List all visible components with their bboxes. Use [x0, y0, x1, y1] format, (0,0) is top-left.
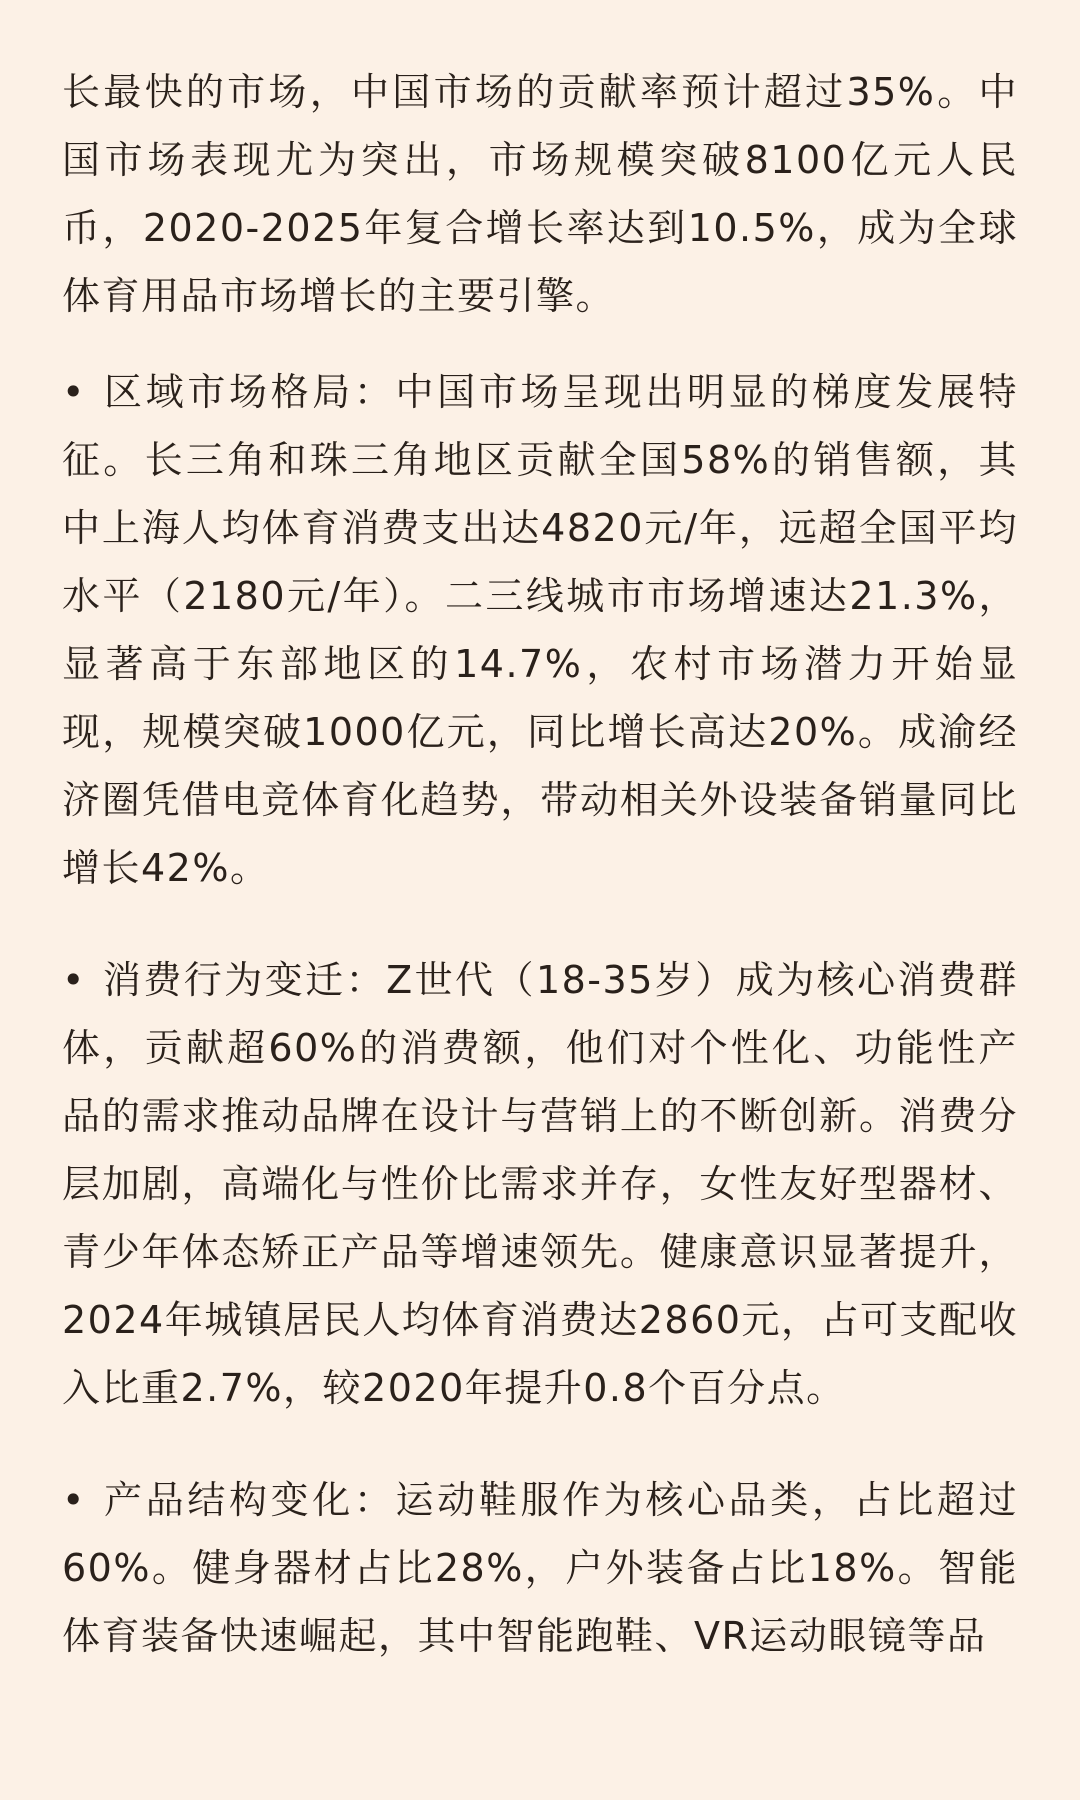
section-text: 产品结构变化：运动鞋服作为核心品类，占比超过60%。健身器材占比28%，户外装备占比18%。智能体育装备快速崛起，其中智能跑鞋、VR运动眼镜等品	[62, 1478, 1018, 1658]
bullet-icon: •	[62, 1478, 86, 1522]
intro-paragraph: 长最快的市场，中国市场的贡献率预计超过35%。中国市场表现尤为突出，市场规模突破8100亿元人民币，2020-2025年复合增长率达到10.5%，成为全球体育用品市场增长的主要引擎。	[62, 70, 1018, 318]
section-text: 区域市场格局：中国市场呈现出明显的梯度发展特征。长三角和珠三角地区贡献全国58%的销售额，其中上海人均体育消费支出达4820元/年，远超全国平均水平（2180元/年）。二三线城市市场增速达21.3%，显著高于东部地区的14.7%，农村市场潜力开始显现，规模突破1000亿元，同比增长高达20%。成渝经济圈凭借电竞体育化趋势，带动相关外设装备销量同比增长42%。	[62, 370, 1018, 890]
section-product-structure	[62, 1466, 1018, 1670]
bullet-icon: •	[62, 958, 86, 1002]
section-regional-market	[62, 358, 1018, 902]
bullet-icon: •	[62, 370, 86, 414]
section-text: 消费行为变迁：Z世代（18-35岁）成为核心消费群体，贡献超60%的消费额，他们对个性化、功能性产品的需求推动品牌在设计与营销上的不断创新。消费分层加剧，高端化与性价比需求并存，女性友好型器材、青少年体态矫正产品等增速领先。健康意识显著提升，2024年城镇居民人均体育消费达2860元，占可支配收入比重2.7%，较2020年提升0.8个百分点。	[62, 958, 1018, 1410]
section-consumer-behavior	[62, 946, 1018, 1422]
